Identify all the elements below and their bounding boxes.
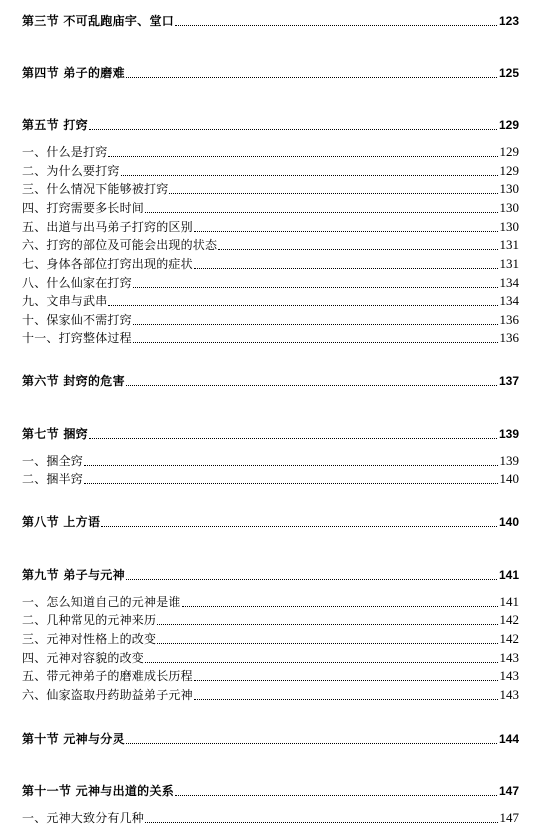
toc-entry-title: 七、身体各部位打窍出现的症状 xyxy=(22,257,193,271)
toc-item-row[interactable] xyxy=(22,293,519,309)
toc-page-number: 147 xyxy=(498,784,519,798)
dot-leader xyxy=(194,268,498,269)
toc-item-row[interactable] xyxy=(22,810,519,826)
toc-item-row[interactable] xyxy=(22,668,519,684)
toc-entry-title: 十一、打窍整体过程 xyxy=(22,331,132,345)
toc-entry-title: 一、元神大致分有几种 xyxy=(22,811,145,825)
toc-entry-title: 第七节 捆窍 xyxy=(22,427,88,441)
toc-item-row[interactable] xyxy=(22,163,519,179)
toc-item-row[interactable] xyxy=(22,275,519,291)
toc-page-number: 144 xyxy=(498,732,519,746)
dot-leader xyxy=(126,77,497,78)
toc-item-row[interactable] xyxy=(22,471,519,487)
toc-page-number: 141 xyxy=(499,594,519,609)
toc-item-row[interactable] xyxy=(22,219,519,235)
toc-entry-title: 第十节 元神与分灵 xyxy=(22,732,125,746)
toc-page-number: 147 xyxy=(499,810,519,825)
toc-entry-title: 四、打窍需要多长时间 xyxy=(22,201,145,215)
toc-item-row[interactable] xyxy=(22,687,519,703)
toc-entry-title: 三、元神对性格上的改变 xyxy=(22,632,157,646)
dot-leader xyxy=(108,156,497,157)
dot-leader xyxy=(194,699,498,700)
toc-item-row[interactable] xyxy=(22,612,519,628)
toc-item-row[interactable] xyxy=(22,256,519,272)
dot-leader xyxy=(218,249,497,250)
dot-leader xyxy=(194,231,498,232)
toc-entry-title: 五、出道与出马弟子打窍的区别 xyxy=(22,220,193,234)
dot-leader xyxy=(108,305,497,306)
toc-page-number: 143 xyxy=(499,687,519,702)
toc-item-row[interactable] xyxy=(22,200,519,216)
toc-page-number: 140 xyxy=(498,515,519,529)
toc-entry-title: 第三节 不可乱跑庙宇、堂口 xyxy=(22,14,175,28)
toc-page-number: 139 xyxy=(499,453,519,468)
toc-page-number: 142 xyxy=(499,612,519,627)
toc-page-number: 141 xyxy=(498,568,519,582)
toc-entry-title: 三、什么情况下能够被打窍 xyxy=(22,182,169,196)
toc-entry-title: 六、仙家盗取丹药助益弟子元神 xyxy=(22,688,193,702)
toc-entry-title: 第四节 弟子的磨难 xyxy=(22,66,125,80)
dot-leader xyxy=(145,822,497,823)
toc-page-number: 129 xyxy=(499,163,519,178)
toc-page-number: 134 xyxy=(499,275,519,290)
toc-page-number: 139 xyxy=(498,427,519,441)
toc-page-number: 136 xyxy=(499,312,519,327)
dot-leader xyxy=(126,579,497,580)
toc-item-row[interactable] xyxy=(22,144,519,160)
toc-entry-title: 一、怎么知道自己的元神是谁 xyxy=(22,595,181,609)
dot-leader xyxy=(133,342,498,343)
toc-section-row[interactable] xyxy=(22,782,519,799)
toc-section-row[interactable] xyxy=(22,64,519,81)
toc-section-row[interactable] xyxy=(22,116,519,133)
toc-entry-title: 第九节 弟子与元神 xyxy=(22,568,125,582)
dot-leader xyxy=(145,662,497,663)
table-of-contents xyxy=(22,0,519,827)
toc-page-number: 130 xyxy=(499,181,519,196)
toc-page-number: 137 xyxy=(498,374,519,388)
toc-section-row[interactable] xyxy=(22,566,519,583)
dot-leader xyxy=(157,643,497,644)
toc-entry-title: 二、为什么要打窍 xyxy=(22,164,120,178)
toc-item-row[interactable] xyxy=(22,650,519,666)
toc-item-row[interactable] xyxy=(22,631,519,647)
toc-page-number: 131 xyxy=(499,256,519,271)
toc-page-number: 129 xyxy=(498,118,519,132)
toc-section-row[interactable] xyxy=(22,513,519,530)
dot-leader xyxy=(194,680,498,681)
toc-entry-title: 九、文串与武串 xyxy=(22,294,108,308)
toc-page-number: 131 xyxy=(499,237,519,252)
dot-leader xyxy=(133,287,498,288)
dot-leader xyxy=(89,129,497,130)
dot-leader xyxy=(175,795,497,796)
dot-leader xyxy=(84,465,497,466)
toc-entry-title: 十、保家仙不需打窍 xyxy=(22,313,132,327)
toc-page-number: 140 xyxy=(499,471,519,486)
toc-entry-title: 一、捆全窍 xyxy=(22,454,84,468)
toc-item-row[interactable] xyxy=(22,237,519,253)
toc-entry-title: 第八节 上方语 xyxy=(22,515,101,529)
dot-leader xyxy=(182,606,498,607)
toc-entry-title: 第六节 封窍的危害 xyxy=(22,374,125,388)
toc-page-number: 130 xyxy=(499,200,519,215)
dot-leader xyxy=(121,175,498,176)
toc-section-row[interactable] xyxy=(22,730,519,747)
dot-leader xyxy=(126,743,497,744)
toc-section-row[interactable] xyxy=(22,425,519,442)
toc-page-number: 125 xyxy=(498,66,519,80)
toc-page-number: 142 xyxy=(499,631,519,646)
toc-item-row[interactable] xyxy=(22,181,519,197)
toc-entry-title: 八、什么仙家在打窍 xyxy=(22,276,132,290)
dot-leader xyxy=(89,438,497,439)
dot-leader xyxy=(175,25,497,26)
toc-item-row[interactable] xyxy=(22,453,519,469)
toc-entry-title: 第十一节 元神与出道的关系 xyxy=(22,784,175,798)
toc-entry-title: 六、打窍的部位及可能会出现的状态 xyxy=(22,238,218,252)
toc-section-row[interactable] xyxy=(22,12,519,29)
toc-entry-title: 五、带元神弟子的磨难成长历程 xyxy=(22,669,193,683)
toc-item-row[interactable] xyxy=(22,312,519,328)
toc-entry-title: 二、几种常见的元神来历 xyxy=(22,613,157,627)
dot-leader xyxy=(145,212,497,213)
toc-entry-title: 第五节 打窍 xyxy=(22,118,88,132)
dot-leader xyxy=(126,385,497,386)
toc-entry-title: 一、什么是打窍 xyxy=(22,145,108,159)
toc-page-number: 143 xyxy=(499,668,519,683)
toc-page-number: 123 xyxy=(498,14,519,28)
dot-leader xyxy=(157,624,497,625)
toc-item-row[interactable] xyxy=(22,330,519,346)
toc-page-number: 130 xyxy=(499,219,519,234)
dot-leader xyxy=(101,526,497,527)
dot-leader xyxy=(133,324,498,325)
toc-entry-title: 四、元神对容貌的改变 xyxy=(22,651,145,665)
toc-page-number: 143 xyxy=(499,650,519,665)
dot-leader xyxy=(169,193,497,194)
toc-item-row[interactable] xyxy=(22,594,519,610)
toc-entry-title: 二、捆半窍 xyxy=(22,472,84,486)
dot-leader xyxy=(84,483,497,484)
toc-page-number: 129 xyxy=(499,144,519,159)
toc-section-row[interactable] xyxy=(22,372,519,389)
toc-page-number: 134 xyxy=(499,293,519,308)
toc-page-number: 136 xyxy=(499,330,519,345)
